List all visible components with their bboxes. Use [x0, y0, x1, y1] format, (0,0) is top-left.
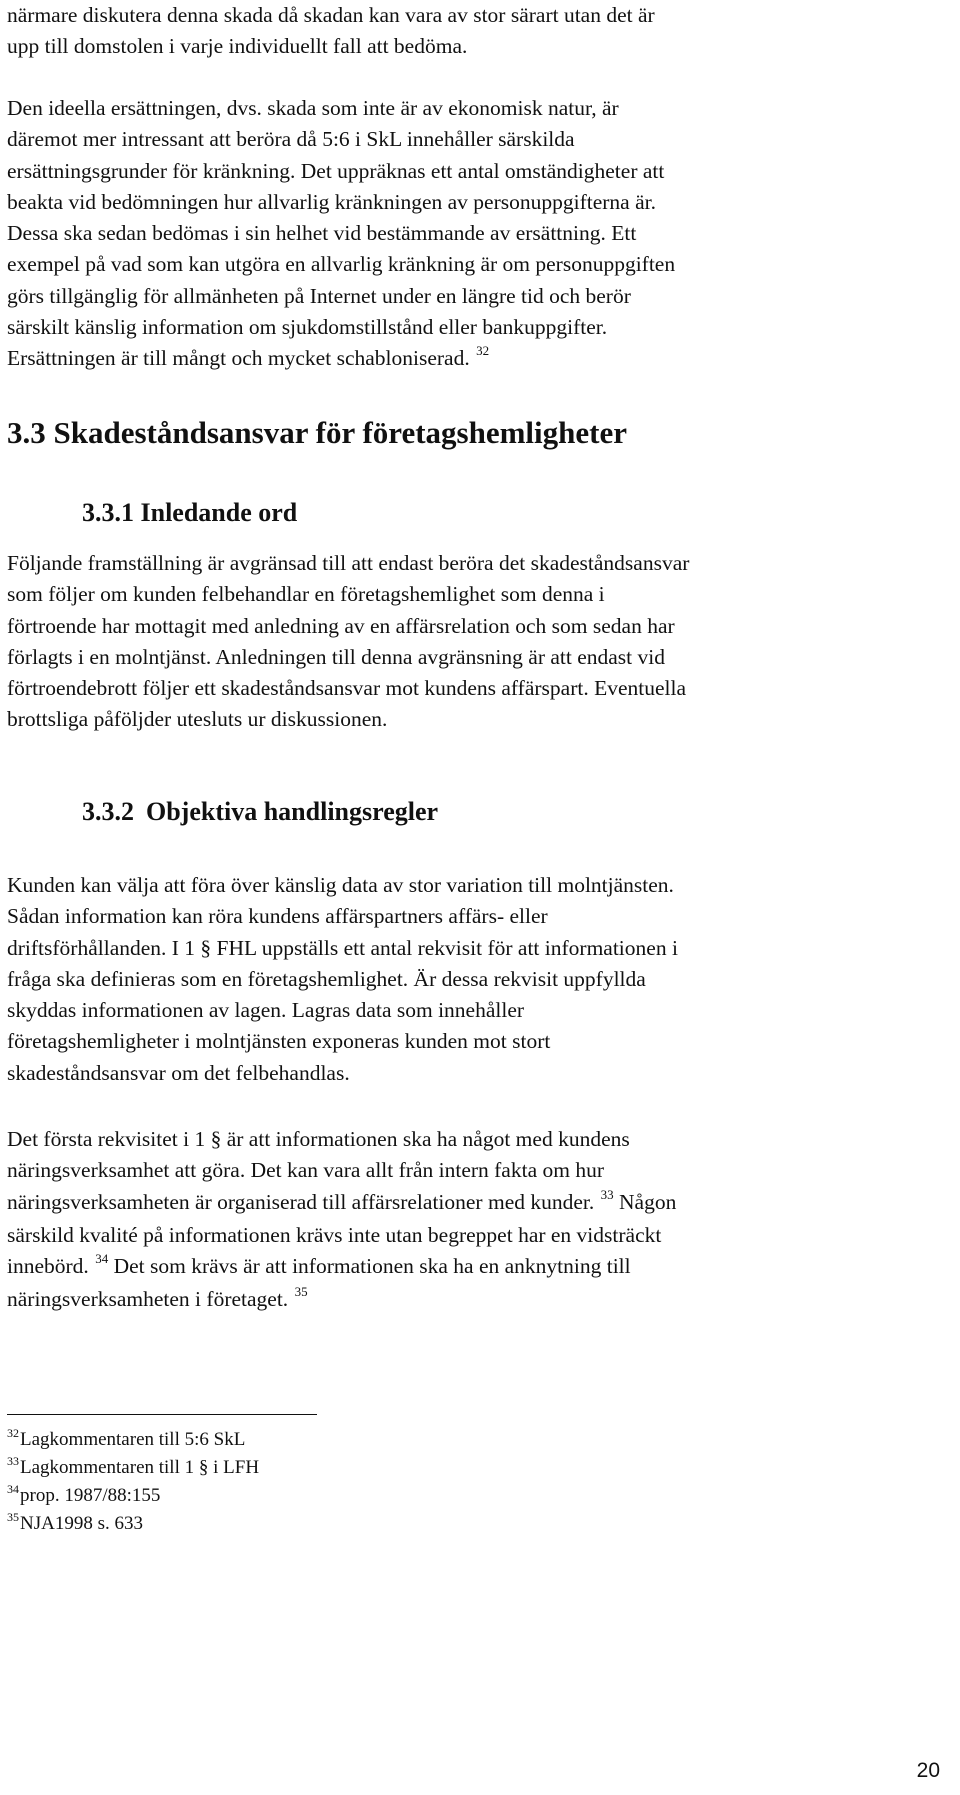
footnote-text: prop. 1987/88:155: [20, 1485, 161, 1506]
page-number: 20: [916, 1759, 940, 1782]
text-line: näringsverksamhet att göra. Det kan vara allt från intern fakta om hur: [7, 1158, 604, 1183]
text-line: brottsliga påföljder utesluts ur diskussionen.: [7, 707, 388, 732]
text-line: [7, 1251, 942, 1284]
paragraph-3: [7, 548, 942, 736]
text-segment: Det som krävs är att informationen ska ha en anknytning till: [113, 1254, 631, 1279]
section-heading: 3.3 Skadeståndsansvar för företagshemligheter: [7, 415, 627, 450]
text-line: [7, 1284, 942, 1317]
text-line: exempel på vad som kan utgöra en allvarlig kränkning är om personuppgiften: [7, 252, 676, 277]
footnote-reference[interactable]: 32: [476, 343, 490, 359]
paragraph-4: [7, 870, 942, 1089]
subsection-number: 3.3.2: [82, 797, 134, 826]
text-line: förtroende har mottagit med anledning av en affärsrelation och som sedan har: [7, 613, 675, 638]
text-line: Sådan information kan röra kundens affärspartners affärs- eller: [7, 904, 548, 929]
paragraph-2: [7, 93, 942, 377]
text-line: Det första rekvisitet i 1 § är att informationen ska ha något med kundens: [7, 1127, 630, 1151]
text-line: särskilt känslig information om sjukdomstillstånd eller bankuppgifter.: [7, 315, 608, 340]
text-line: ersättningsgrunder för kränkning. Det uppräknas ett antal omständigheter att: [7, 158, 665, 183]
text-line: särskild kvalité på informationen krävs inte utan begreppet har en vidsträckt: [7, 1222, 662, 1247]
footnote: [7, 1456, 259, 1481]
text-segment: Ersättningen är till mångt och mycket schabloniserad.: [7, 346, 470, 371]
footnote-text: NJA1998 s. 633: [20, 1513, 143, 1534]
footnote-reference[interactable]: 33: [600, 1186, 614, 1202]
footnote-number: 33: [7, 1454, 19, 1468]
text-segment: näringsverksamheten är organiserad till affärsrelationer med kunder.: [7, 1189, 595, 1214]
subsection-heading: 3.3.1 Inledande ord: [82, 498, 298, 527]
footnote-separator: [7, 1414, 317, 1415]
text-line-last: [7, 343, 942, 376]
text-line: som följer om kunden felbehandlar en företagshemlighet som denna i: [7, 582, 605, 607]
text-line: upp till domstolen i varje individuellt fall att bedöma.: [7, 34, 468, 59]
footnote: [7, 1512, 143, 1537]
subsection-heading: [82, 795, 438, 829]
text-line: fråga ska definieras som en företagshemlighet. Är dessa rekvisit uppfyllda: [7, 966, 646, 991]
subsection-title: Objektiva handlingsregler: [146, 797, 439, 826]
text-line: Dessa ska sedan bedömas i sin helhet vid bestämmande av ersättning. Ett: [7, 221, 637, 246]
footnote-reference[interactable]: 34: [95, 1251, 109, 1267]
paragraph-1: [7, 0, 942, 63]
text-segment: Någon: [619, 1189, 677, 1214]
text-line: driftsförhållanden. I 1 § FHL uppställs ett antal rekvisit för att informationen i: [7, 935, 678, 960]
text-segment: innebörd.: [7, 1254, 89, 1279]
text-segment: näringsverksamheten i företaget.: [7, 1287, 289, 1312]
text-line: närmare diskutera denna skada då skadan kan vara av stor särart utan det är: [7, 3, 655, 27]
footnote: [7, 1428, 245, 1453]
text-line: skyddas informationen av lagen. Lagras data som innehåller: [7, 998, 525, 1023]
text-line: däremot mer intressant att beröra då 5:6 i SkL innehåller särskilda: [7, 127, 575, 152]
footnote-text: Lagkommentaren till 5:6 SkL: [20, 1429, 246, 1450]
text-line: Den ideella ersättningen, dvs. skada som inte är av ekonomisk natur, är: [7, 96, 619, 120]
text-line: företagshemligheter i molntjänsten exponeras kunden mot stort: [7, 1029, 551, 1054]
text-line: [7, 1187, 942, 1220]
text-line: Följande framställning är avgränsad till att endast beröra det skadeståndsansvar: [7, 551, 690, 575]
footnote-reference[interactable]: 35: [294, 1284, 308, 1300]
text-line: görs tillgänglig för allmänheten på Internet under en längre tid och berör: [7, 283, 631, 308]
text-line: beakta vid bedömningen hur allvarlig kränkningen av personuppgifterna är.: [7, 189, 656, 214]
text-line: förtroendebrott följer ett skadeståndsansvar mot kundens affärspart. Eventuella: [7, 676, 687, 701]
footnote-number: 32: [7, 1426, 19, 1440]
footnote: [7, 1484, 160, 1509]
text-line: Kunden kan välja att föra över känslig data av stor variation till molntjänsten.: [7, 873, 674, 897]
footnote-text: Lagkommentaren till 1 § i LFH: [20, 1457, 260, 1478]
text-line: skadeståndsansvar om det felbehandlas.: [7, 1060, 350, 1085]
paragraph-5: [7, 1124, 942, 1318]
footnote-number: 35: [7, 1510, 19, 1524]
footnote-number: 34: [7, 1482, 19, 1496]
text-line: förlagts i en molntjänst. Anledningen till denna avgränsning är att endast vid: [7, 644, 665, 669]
